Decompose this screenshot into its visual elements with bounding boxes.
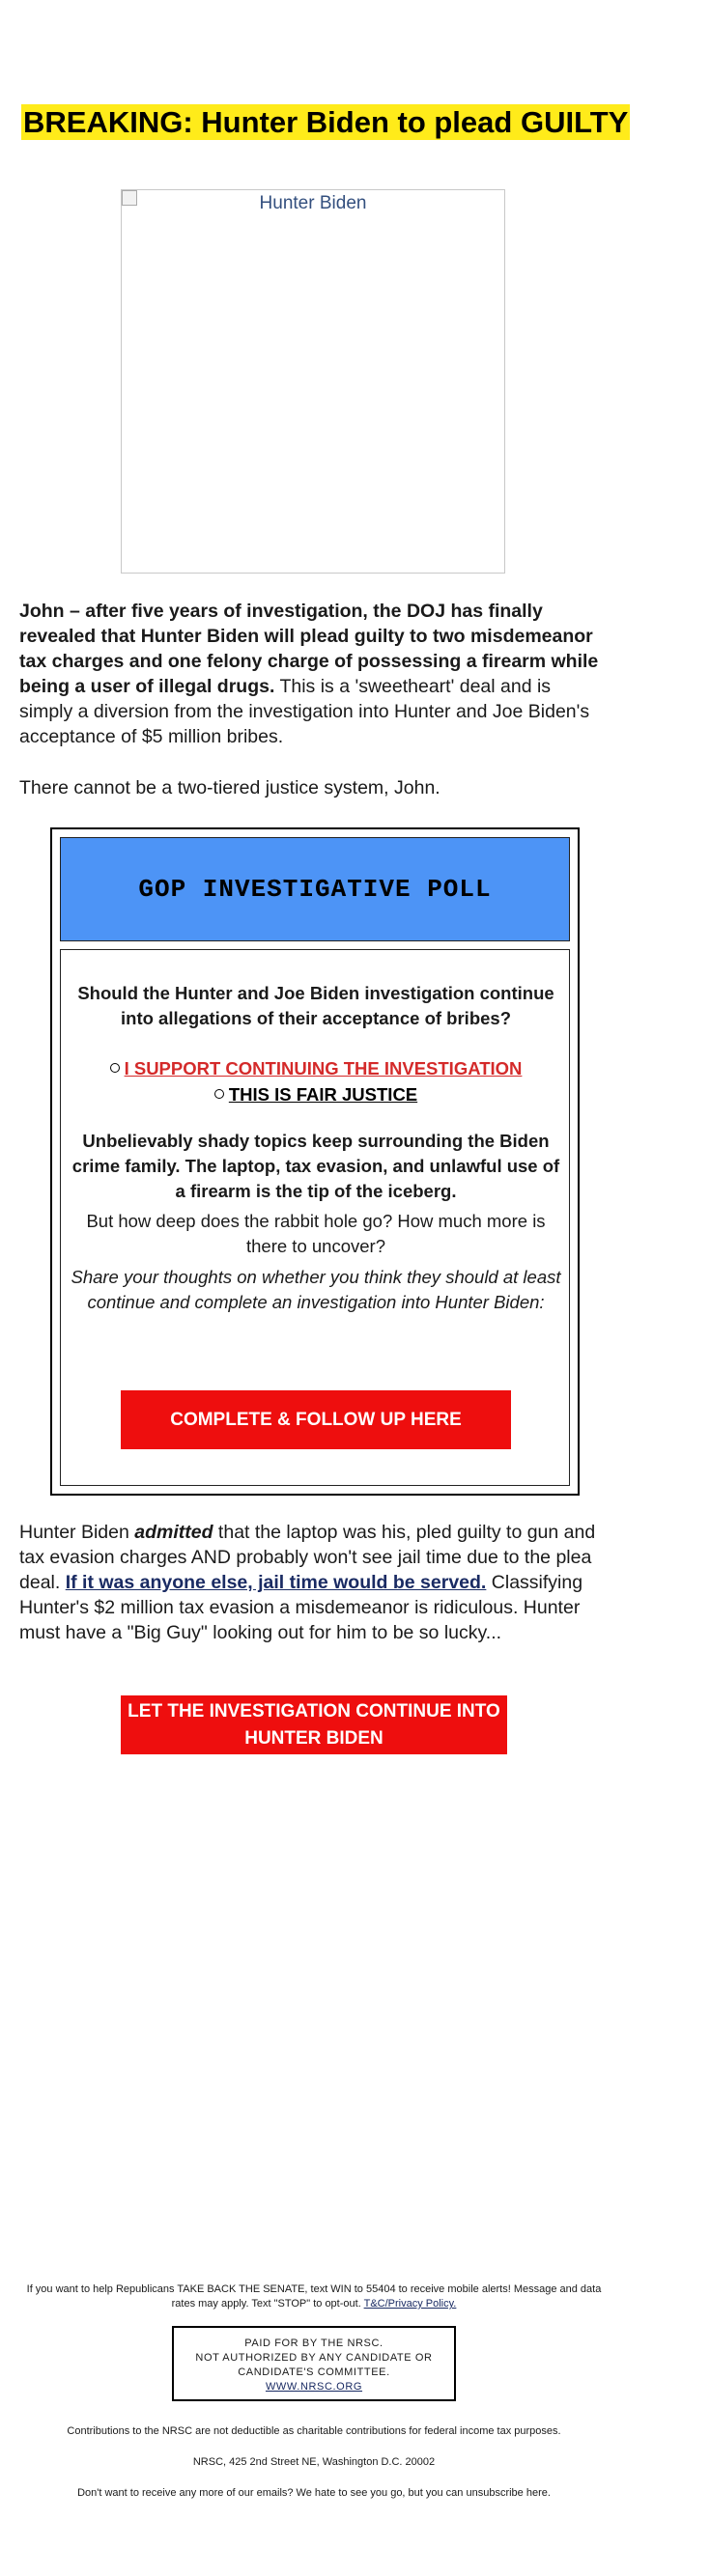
- unsubscribe-text[interactable]: Don't want to receive any more of our emails? We hate to see you go, but you can unsubscribe here.: [77, 2487, 551, 2499]
- broken-image-icon: [122, 190, 137, 206]
- intro-rest-text: This is a 'sweetheart' deal and is simply a diversion from the investigation into Hunter and Joe Biden's acceptance of $5 million bribes.: [19, 676, 590, 747]
- contributions-notice: Contributions to the NRSC are not deductible as charitable contributions for federal income tax purposes.: [67, 2425, 561, 2437]
- admitted-paragraph: [19, 1520, 609, 1645]
- sms-text: If you want to help Republicans TAKE BACK THE SENATE, text WIN to 55404 to receive mobile alerts! Message and data rates may apply. Text "STOP" to opt-out.: [26, 2283, 602, 2310]
- poll-deep-text: But how deep does the rabbit hole go? How much more is there to uncover?: [86, 1211, 546, 1256]
- poll-question: Should the Hunter and Joe Biden investigation continue into allegations of their acceptance of bribes?: [77, 983, 554, 1028]
- sms-disclaimer: [19, 2282, 609, 2311]
- poll-body: [60, 949, 570, 1486]
- paid-line-1: PAID FOR BY THE NRSC.: [244, 2338, 383, 2349]
- admitted-emphasis: admitted: [134, 1522, 213, 1543]
- paid-line-2: NOT AUTHORIZED BY ANY CANDIDATE OR CANDIDATE'S COMMITTEE.: [195, 2352, 433, 2378]
- poll-option-support-link[interactable]: I SUPPORT CONTINUING THE INVESTIGATION: [124, 1058, 523, 1078]
- continue-investigation-button[interactable]: [121, 1695, 507, 1754]
- radio-icon[interactable]: [214, 1089, 224, 1099]
- nrsc-website-link[interactable]: WWW.NRSC.ORG: [265, 2381, 363, 2393]
- poll-option-fair[interactable]: [61, 1083, 571, 1106]
- radio-icon[interactable]: [110, 1063, 120, 1073]
- hunter-biden-image[interactable]: [121, 189, 505, 574]
- button-line-1: LET THE INVESTIGATION CONTINUE INTO: [128, 1701, 500, 1722]
- poll-title: GOP INVESTIGATIVE POLL: [60, 837, 570, 941]
- address: NRSC, 425 2nd Street NE, Washington D.C. 20002: [192, 2456, 436, 2468]
- two-tier-paragraph: There cannot be a two-tiered justice system, John.: [19, 777, 440, 798]
- headline: BREAKING: Hunter Biden to plead GUILTY: [23, 105, 629, 139]
- image-alt-text: Hunter Biden: [259, 193, 367, 213]
- poll-option-support[interactable]: [61, 1057, 571, 1080]
- poll-box: [50, 827, 580, 1496]
- poll-share-text: Share your thoughts on whether you think they should at least continue and complete an investigation into Hunter Biden:: [71, 1267, 561, 1312]
- poll-shady-text: Unbelievably shady topics keep surrounding the Biden crime family. The laptop, tax evasion, and unlawful use of a firearm is the tip of the iceberg.: [71, 1131, 560, 1201]
- button-line-2: HUNTER BIDEN: [244, 1728, 383, 1749]
- admitted-post: Classifying Hunter's $2 million tax evasion a misdemeanor is ridiculous. Hunter must have a "Big Guy" looking out for him to be so lucky...: [19, 1572, 583, 1643]
- paid-for-box: [172, 2326, 456, 2401]
- poll-option-fair-link[interactable]: THIS IS FAIR JUSTICE: [228, 1084, 418, 1105]
- complete-follow-up-button[interactable]: COMPLETE & FOLLOW UP HERE: [121, 1390, 511, 1449]
- intro-paragraph: [19, 599, 609, 749]
- privacy-policy-link[interactable]: T&C/Privacy Policy.: [363, 2298, 457, 2310]
- intro-bold-text: John – after five years of investigation, the DOJ has finally revealed that Hunter Biden will plead guilty to two misdemeanor tax charges and one felony charge of possessing a firearm while being a user of illegal drugs.: [19, 601, 599, 697]
- admitted-mid: that the laptop was his, pled guilty to gun and tax evasion charges AND probably won't see jail time due to the plea deal.: [19, 1522, 596, 1593]
- admitted-pre: Hunter Biden: [19, 1522, 135, 1543]
- jail-time-link[interactable]: If it was anyone else, jail time would be served.: [65, 1572, 487, 1593]
